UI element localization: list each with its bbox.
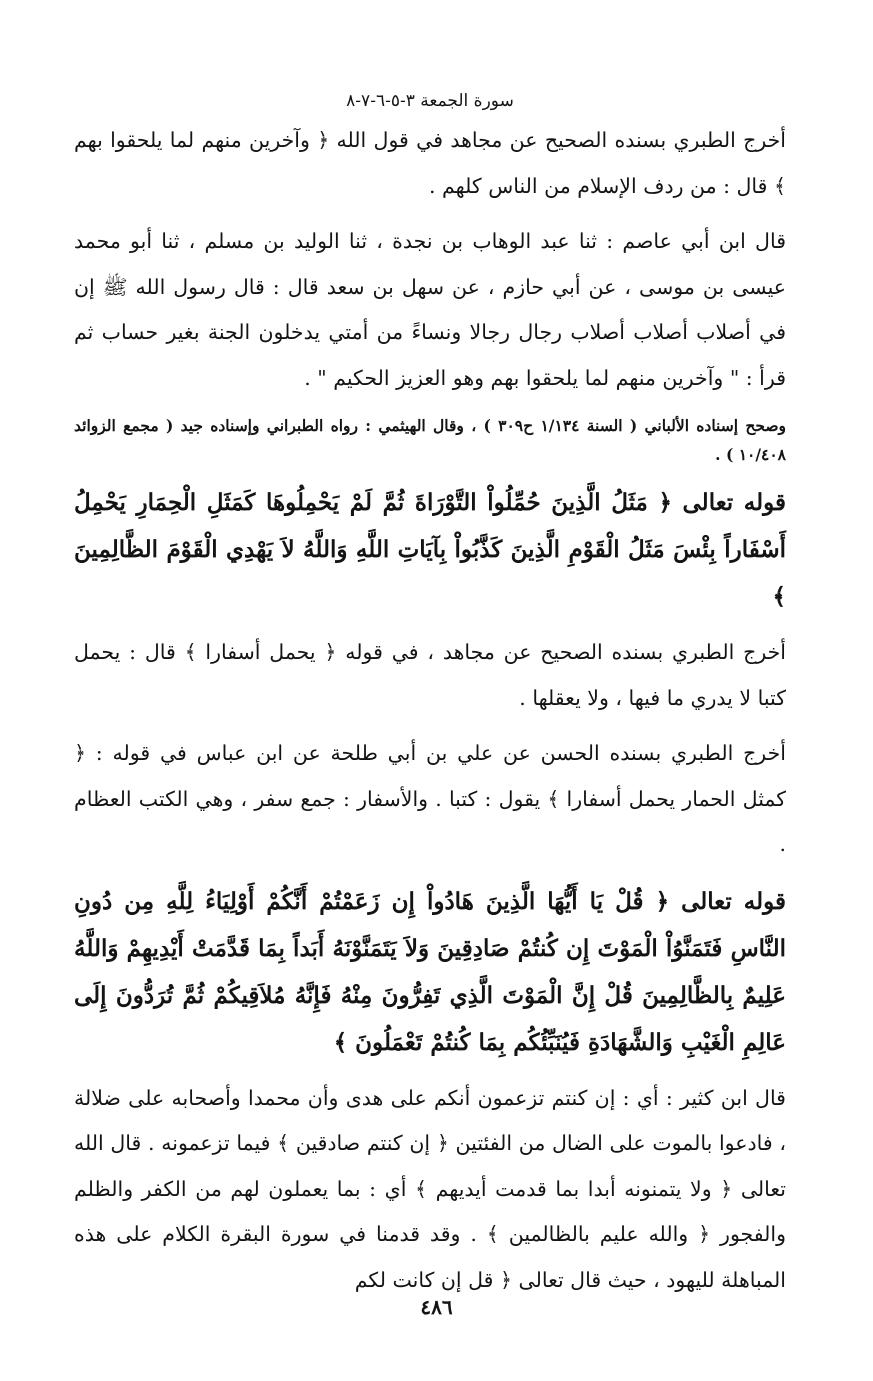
paragraph-verses-6-8: قوله تعالى ﴿ قُلْ يَا أَيُّهَا الَّذِينَ هَادُواْ إِن زَعَمْتُمْ أَنَّكُمْ أَوْلِيَاءُ لِلَّهِ مِن دُونِ النَّاسِ فَتَمَنَّوُاْ الْمَوْتَ إِن كُنتُمْ صَادِقِينَ وَلاَ يَتَمَنَّوْنَهُ أَبَداً بِمَا قَدَّمَتْ أَيْدِيهِمْ وَاللَّهُ عَلِيمٌ بِالظَّالِمِينَ قُلْ إِنَّ الْمَوْتَ الَّذِي تَفِرُّونَ مِنْهُ فَإِنَّهُ مُلاَقِيكُمْ ثُمَّ تُرَدُّونَ إِلَى عَالِمِ الْغَيْبِ وَالشَّهَادَةِ فَيُنَبِّئُكُم بِمَا كُنتُمْ تَعْمَلُونَ ﴾ xyxy=(74,887,786,1056)
page-body xyxy=(74,90,786,1313)
paragraph-ibn-abi-asim-hadith: قال ابن أبي عاصم : ثنا عبد الوهاب بن نجدة ، ثنا الوليد بن مسلم ، ثنا أبو محمد عيسى بن موسى ، عن أبي حازم ، عن سهل بن سعد قال : قال رسول الله ﷺ إن في أصلاب أصلاب أصلاب رجال رجالا ونساءً من أمتي يدخلون الجنة بغير حساب ثم قرأ : " وآخرين منهم لما يلحقوا بهم وهو العزيز الحكيم " . xyxy=(74,229,786,390)
paragraph-hadith-grading: وصحح إسناده الألباني ( السنة ١/١٣٤ ح٣٠٩ ) ، وقال الهيثمي : رواه الطبراني وإسناده جيد ( مجمع الزوائد ١٠/٤٠٨ ) . xyxy=(74,416,786,464)
paragraph-ibn-abbas-asfar: أخرج الطبري بسنده الحسن عن علي بن أبي طلحة عن ابن عباس في قوله : ﴿ كمثل الحمار يحمل أسفارا ﴾ يقول : كتبا . والأسفار : جمع سفر ، وهي الكتب العظام . xyxy=(74,741,786,856)
paragraph-tabari-asfar: أخرج الطبري بسنده الصحيح عن مجاهد ، في قوله ﴿ يحمل أسفارا ﴾ قال : يحمل كتبا لا يدري ما فيها ، ولا يعقلها . xyxy=(74,640,786,710)
paragraph-verse-5: قوله تعالى ﴿ مَثَلُ الَّذِينَ حُمِّلُواْ التَّوْرَاةَ ثُمَّ لَمْ يَحْمِلُوهَا كَمَثَلِ الْحِمَارِ يَحْمِلُ أَسْفَاراً بِئْسَ مَثَلُ الْقَوْمِ الَّذِينَ كَذَّبُواْ بِآيَاتِ اللَّهِ وَاللَّهُ لاَ يَهْدِي الْقَوْمَ الظَّالِمِينَ ﴾ xyxy=(74,489,786,610)
page-number: ٤٨٦ xyxy=(420,1295,453,1319)
paragraph-tabari-mujahid: أخرج الطبري بسنده الصحيح عن مجاهد في قول الله ﴿ وآخرين منهم لما يلحقوا بهم ﴾ قال : من ردف الإسلام من الناس كلهم . xyxy=(74,128,786,198)
paragraph-ibn-kathir: قال ابن كثير : أي : إن كنتم تزعمون أنكم على هدى وأن محمدا وأصحابه على ضلالة ، فادعوا بالموت على الضال من الفئتين ﴿ إن كنتم صادقين ﴾ فيما تزعمونه . قال الله تعالى ﴿ ولا يتمنونه أبدا بما قدمت أيديهم ﴾ أي : بما يعملون لهم من الكفر والظلم والفجور ﴿ والله عليم بالظالمين ﴾ . وقد قدمنا في سورة البقرة الكلام على هذه المباهلة لليهود ، حيث قال تعالى ﴿ قل إن كانت لكم xyxy=(74,1085,786,1292)
page-header: سورة الجمعة ٣-٥-٦-٧-٨ xyxy=(346,91,514,111)
